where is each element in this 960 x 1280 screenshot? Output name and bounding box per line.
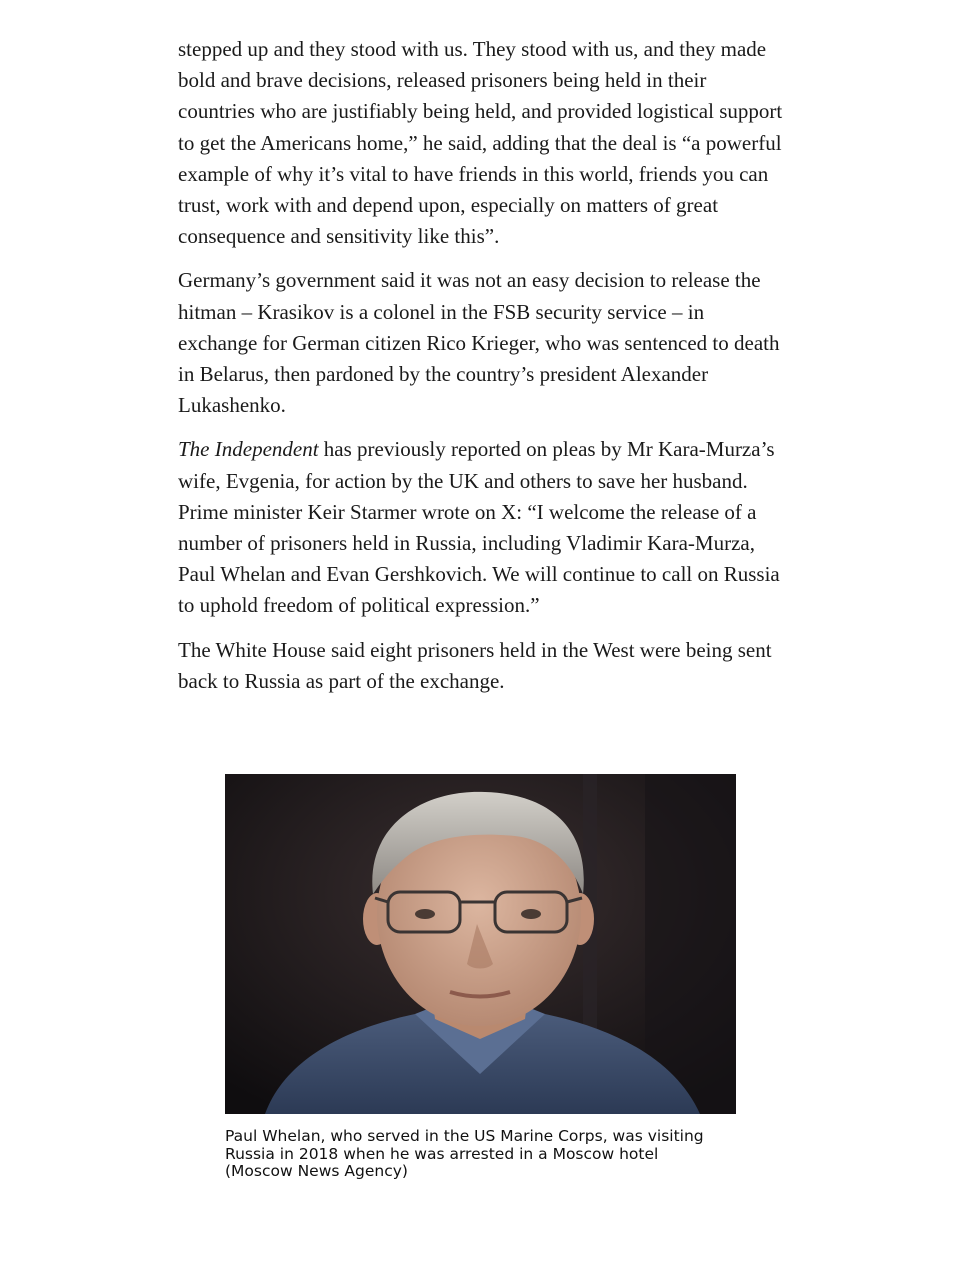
article-paragraph xyxy=(178,34,784,252)
article-body xyxy=(178,34,784,710)
paragraph-text: The White House said eight prisoners held in the West were being sent back to Russia as part of the exchange. xyxy=(178,637,772,693)
article-paragraph xyxy=(178,434,784,621)
article-paragraph xyxy=(178,635,784,697)
paragraph-text: Germany’s government said it was not an easy decision to release the hitman – Krasikov is a colonel in the FSB security service – in exchange for German citizen Rico Krieger, who was sentenced to death in Belarus, then pardoned by the country’s president Alexander Lukashenko. xyxy=(178,268,780,418)
paragraph-text: stepped up and they stood with us. They stood with us, and they made bold and brave decisions, released prisoners being held in their countries who are justifiably being held, and provided logistical support to get the Americans home,” he said, adding that the deal is “a powerful example of why it’s vital to have friends in this world, friends you can trust, work with and depend upon, especially on matters of great consequence and sensitivity like this”. xyxy=(178,37,783,249)
article-paragraph xyxy=(178,265,784,421)
paragraph-text: has previously reported on pleas by Mr Kara-Murza’s wife, Evgenia, for action by the UK and others to save her husband. Prime minister Keir Starmer wrote on X: “I welcome the release of a number of prisoners held in Russia, including Vladimir Kara-Murza, Paul Whelan and Evan Gershkovich. We will continue to call on Russia to uphold freedom of political expression.” xyxy=(178,437,780,618)
publication-name: The Independent xyxy=(178,437,319,462)
portrait-photo[interactable] xyxy=(225,774,736,1114)
photo-caption: Paul Whelan, who served in the US Marine Corps, was visiting Russia in 2018 when he was arrested in a Moscow hotel (Moscow News Agency) xyxy=(225,1127,704,1180)
article-figure xyxy=(225,774,736,1181)
